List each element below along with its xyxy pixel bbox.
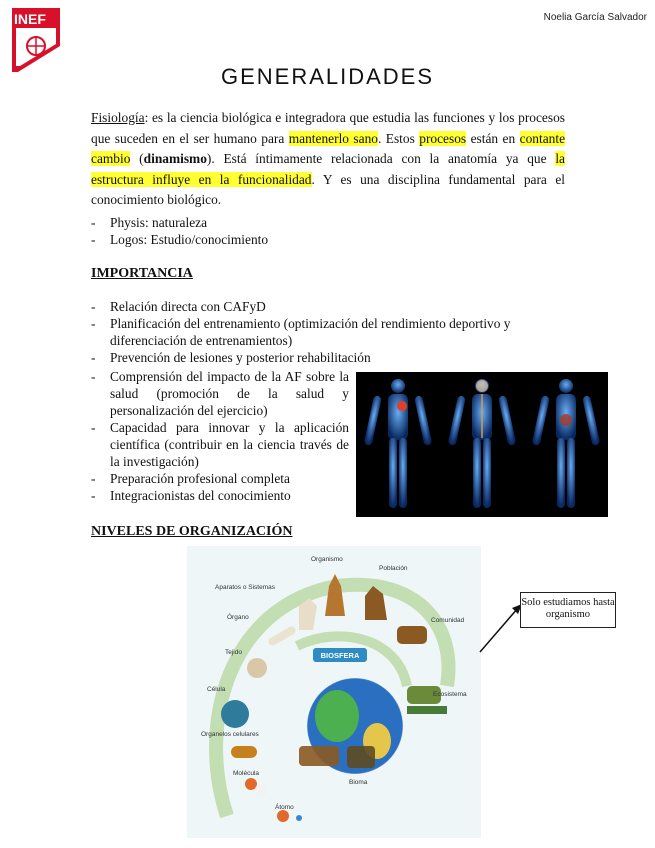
importancia-list-side [91, 368, 349, 504]
label-tejido: Tejido [225, 649, 242, 656]
list-item: - Comprensión del impacto de la AF sobre la salud (promoción de la salud y personalización del ejercicio) [91, 368, 349, 419]
list-item: - Relación directa con CAFyD [91, 298, 565, 315]
list-item: - Capacidad para innovar y la aplicación científica (contribuir en la ciencia través de la investigación) [91, 419, 349, 470]
label-bioma: Bioma [349, 779, 368, 786]
term-dinamismo: dinamismo [143, 151, 207, 166]
levels-organization-diagram [187, 546, 481, 838]
list-item: - Preparación profesional completa [91, 470, 349, 487]
intro-paragraph [91, 108, 565, 211]
note-callout: Solo estudiamos hasta organismo [520, 592, 616, 628]
list-item: - Prevención de lesiones y posterior rehabilitación [91, 349, 565, 366]
list-item: - Planificación del entrenamiento (optimización del rendimiento deportivo y diferenciación de entrenamientos) [91, 315, 565, 349]
niveles-heading: NIVELES DE ORGANIZACIÓN [91, 524, 293, 539]
list-item: - Logos: Estudio/conocimiento [91, 231, 551, 248]
term-fisiologia: Fisiología [91, 110, 145, 125]
label-organismo: Organismo [311, 556, 343, 563]
highlight-mantenerlo: mantenerlo sano [288, 130, 378, 146]
callout-arrow [478, 602, 524, 654]
label-aparatos: Aparatos o Sistemas [215, 584, 275, 591]
highlight-procesos: procesos [419, 130, 467, 146]
label-organelos: Organelos celulares [201, 731, 259, 738]
intro-text: . Y es una disciplina fundamental para el conocimiento biológico. [91, 171, 565, 207]
list-item: - Physis: naturaleza [91, 214, 551, 231]
biosfera-label: BIOSFERA [320, 651, 360, 660]
highlight-estructura: la estructura influye en la funcionalidad [91, 151, 565, 187]
etymology-list [91, 214, 551, 248]
label-atomo: Átomo [275, 804, 294, 811]
importancia-list [91, 298, 565, 366]
intro-text: están en [466, 130, 520, 146]
label-comunidad: Comunidad [431, 617, 465, 624]
highlight-cambio: contante cambio [91, 130, 566, 166]
page-title: GENERALIDADES [220, 64, 435, 89]
importancia-heading: IMPORTANCIA [91, 266, 193, 281]
label-organo: Órgano [227, 614, 249, 621]
intro-text: : es la ciencia biológica e integradora que estudia las funciones y los procesos que suceden en el ser humano para [91, 110, 565, 146]
human-body-image [356, 372, 608, 517]
intro-text: ). Está íntimamente relacionada con la anatomía ya que [206, 151, 556, 166]
label-poblacion: Población [379, 565, 408, 572]
list-item: - Integracionistas del conocimiento [91, 487, 349, 504]
intro-text: ( [130, 151, 144, 166]
label-celula: Célula [207, 686, 226, 693]
intro-text: . Estos [377, 130, 420, 146]
label-molecula: Molécula [233, 770, 260, 777]
logo-text: INEF [14, 11, 46, 27]
author-name: Noelia García Salvador [543, 12, 647, 23]
label-ecosistema: Ecosistema [433, 691, 467, 698]
